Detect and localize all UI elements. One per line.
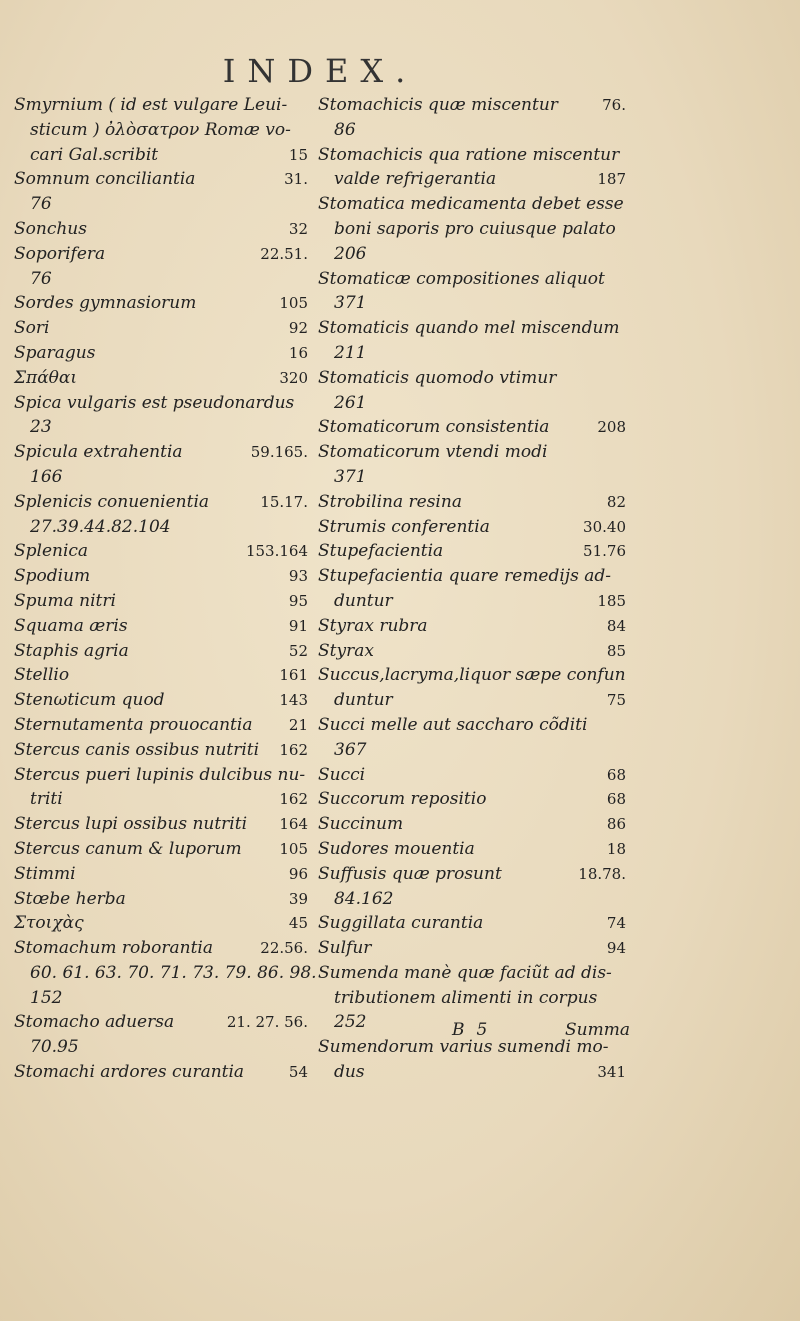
- index-entry: [318, 539, 626, 564]
- entry-page-numbers: 15: [288, 145, 308, 164]
- index-entry: [14, 316, 308, 341]
- entry-page-numbers: 153.164: [245, 542, 308, 561]
- entry-text: Styrax: [318, 640, 374, 661]
- index-entry: [14, 440, 308, 465]
- entry-page-numbers: 15.17.: [260, 492, 308, 511]
- index-entry: [318, 440, 626, 465]
- entry-page-numbers: 86: [606, 815, 626, 834]
- index-entry: [14, 663, 308, 688]
- index-entry: [14, 242, 308, 267]
- entry-text: Stœbe herba: [14, 888, 126, 909]
- entry-text: Suggillata curantia: [318, 913, 484, 934]
- index-entry: [318, 787, 626, 812]
- index-entry: [318, 267, 626, 292]
- index-entry: [318, 93, 626, 118]
- index-entry: [14, 986, 308, 1011]
- entry-page-numbers: 95: [288, 591, 308, 610]
- index-entry: [14, 1035, 308, 1060]
- index-entry: [14, 366, 308, 391]
- entry-page-numbers: 96: [288, 864, 308, 883]
- entry-text: boni saporis pro cuiusque palato: [334, 218, 616, 239]
- entry-page-numbers: 32: [288, 219, 308, 238]
- entry-page-numbers: 320: [279, 368, 308, 387]
- index-entry: [318, 490, 626, 515]
- index-entry: [14, 713, 308, 738]
- index-entry: [318, 763, 626, 788]
- index-entry: [14, 589, 308, 614]
- index-entry: [14, 192, 308, 217]
- entry-page-numbers: 45: [288, 914, 308, 933]
- entry-page-numbers: 105: [279, 294, 308, 313]
- entry-text: Succus,lacryma,liquor sæpe confun: [318, 665, 626, 686]
- entry-page-numbers: 91: [288, 616, 308, 635]
- entry-text: 76: [30, 268, 52, 289]
- entry-page-numbers: 22.51.: [260, 244, 308, 263]
- entry-text: Sordes gymnasiorum: [14, 293, 197, 314]
- entry-text: Stupefacientia quare remedijs ad-: [318, 566, 611, 587]
- index-entry: [318, 639, 626, 664]
- index-entry: [318, 936, 626, 961]
- entry-text: Stellio: [14, 665, 70, 686]
- signature-letter: B: [452, 1020, 465, 1040]
- entry-text: dus: [334, 1062, 365, 1083]
- entry-text: tributionem alimenti in corpus: [334, 987, 598, 1008]
- entry-page-numbers: 185: [597, 591, 626, 610]
- entry-text: Sori: [14, 318, 50, 339]
- entry-text: Smyrnium ( id est vulgare Leui-: [14, 95, 288, 115]
- entry-text: Stomachi ardores curantia: [14, 1062, 245, 1083]
- entry-text: 27.39.44.82.104: [30, 516, 171, 537]
- entry-page-numbers: 143: [279, 691, 308, 710]
- index-entry: [14, 887, 308, 912]
- entry-text: Stomachicis qua ratione miscentur: [318, 144, 620, 165]
- entry-text: Stomachicis quæ miscentur: [318, 95, 558, 115]
- entry-page-numbers: 68: [606, 790, 626, 809]
- entry-text: 371: [334, 293, 367, 314]
- index-entry: [318, 366, 626, 391]
- index-entry: [318, 515, 626, 540]
- entry-page-numbers: 51.76: [583, 542, 626, 561]
- entry-text: 76: [30, 194, 52, 215]
- entry-text: 23: [30, 417, 52, 438]
- index-entry: [14, 391, 308, 416]
- index-entry: [14, 862, 308, 887]
- entry-page-numbers: 59.165.: [250, 443, 308, 462]
- index-entry: [318, 862, 626, 887]
- index-entry: [318, 986, 626, 1011]
- index-entry: [318, 192, 626, 217]
- index-entry: [318, 911, 626, 936]
- index-entry: [14, 515, 308, 540]
- index-entry: [14, 217, 308, 242]
- entry-text: 371: [334, 466, 367, 487]
- entry-page-numbers: 92: [288, 319, 308, 338]
- index-entry: [318, 341, 626, 366]
- index-entry: [14, 911, 308, 936]
- entry-text: Sparagus: [14, 342, 96, 363]
- index-entry: [14, 1060, 308, 1085]
- index-entry: [14, 465, 308, 490]
- index-entry: [14, 812, 308, 837]
- page-title: INDEX.: [222, 52, 418, 90]
- entry-page-numbers: 21: [288, 715, 308, 734]
- index-entry: [318, 614, 626, 639]
- entry-text: Stercus canum & luporum: [14, 838, 242, 859]
- index-entry: [14, 167, 308, 192]
- entry-page-numbers: 39: [288, 889, 308, 908]
- entry-text: sticum ) ὀλὸσατρον Romæ vo-: [30, 119, 291, 140]
- entry-text: Sonchus: [14, 218, 87, 239]
- entry-text: 70.95: [30, 1037, 79, 1058]
- index-entry: [14, 614, 308, 639]
- index-entry: [14, 341, 308, 366]
- entry-text: Spodium: [14, 566, 91, 587]
- index-entry: [318, 391, 626, 416]
- entry-text: Splenicis conuenientia: [14, 491, 210, 512]
- entry-text: Stercus pueri lupinis dulcibus nu-: [14, 764, 306, 785]
- entry-page-numbers: 164: [279, 815, 308, 834]
- entry-text: 261: [334, 392, 367, 413]
- index-entry: [14, 93, 308, 118]
- entry-text: duntur: [334, 590, 393, 611]
- entry-page-numbers: 187: [597, 170, 626, 189]
- entry-text: 211: [334, 342, 367, 363]
- entry-page-numbers: 161: [279, 666, 308, 685]
- index-entry: [14, 639, 308, 664]
- entry-text: Suffusis quæ prosunt: [318, 863, 502, 884]
- index-entry: [14, 961, 317, 986]
- entry-text: 166: [30, 466, 63, 487]
- entry-text: triti: [30, 789, 63, 810]
- entry-text: Stupefacientia: [318, 541, 444, 562]
- entry-text: 152: [30, 987, 63, 1008]
- index-entry: [318, 316, 626, 341]
- entry-page-numbers: 162: [279, 790, 308, 809]
- index-entry: [318, 738, 626, 763]
- entry-page-numbers: 74: [606, 914, 626, 933]
- index-entry: [14, 267, 308, 292]
- entry-text: Styrax rubra: [318, 615, 428, 636]
- index-entry: [14, 415, 308, 440]
- entry-text: 206: [334, 243, 367, 264]
- entry-text: Spuma nitri: [14, 590, 116, 611]
- index-entry: [318, 837, 626, 862]
- index-entry: [14, 738, 308, 763]
- entry-text: Sternutamenta prouocantia: [14, 714, 253, 735]
- index-entry: [318, 242, 626, 267]
- entry-text: Sudores mouentia: [318, 838, 475, 859]
- entry-text: Stomacho aduersa: [14, 1012, 175, 1033]
- entry-page-numbers: 16: [288, 343, 308, 362]
- index-entry: [14, 490, 308, 515]
- entry-text: Σπάθαι: [14, 367, 78, 388]
- index-entry: [318, 688, 626, 713]
- entry-text: Spica vulgaris est pseudonardus: [14, 392, 295, 413]
- entry-text: Succi melle aut saccharo cõditi: [318, 714, 588, 735]
- entry-text: Stercus canis ossibus nutriti: [14, 739, 260, 760]
- index-entry: [14, 118, 308, 143]
- catchword: Summa: [565, 1020, 630, 1040]
- entry-text: 252: [334, 1012, 367, 1033]
- index-entry: [14, 291, 308, 316]
- entry-page-numbers: 30.40: [583, 517, 626, 536]
- entry-page-numbers: 82: [606, 492, 626, 511]
- entry-text: 367: [334, 739, 367, 760]
- entry-page-numbers: 162: [279, 740, 308, 759]
- entry-text: Squama æris: [14, 615, 128, 636]
- entry-text: Succi: [318, 764, 366, 785]
- index-entry: [318, 167, 626, 192]
- entry-page-numbers: 94: [606, 939, 626, 958]
- entry-text: Στοιχὰς: [14, 913, 84, 934]
- entry-text: Succinum: [318, 814, 404, 835]
- entry-text: cari Gal.scribit: [30, 144, 159, 165]
- index-entry: [14, 837, 308, 862]
- entry-text: 86: [334, 119, 356, 140]
- entry-text: Stercus lupi ossibus nutriti: [14, 814, 248, 835]
- entry-page-numbers: 84: [606, 616, 626, 635]
- index-entry: [318, 663, 626, 688]
- signature-number: 5: [476, 1020, 488, 1040]
- entry-text: Sumenda manè quæ faciũt ad dis-: [318, 962, 612, 983]
- entry-page-numbers: 208: [597, 418, 626, 437]
- entry-text: Stomaticorum vtendi modi: [318, 442, 548, 463]
- index-entry: [14, 539, 308, 564]
- entry-text: valde refrigerantia: [334, 169, 497, 190]
- entry-page-numbers: 75: [606, 691, 626, 710]
- index-entry: [318, 291, 626, 316]
- entry-text: Stomaticis quando mel miscendum: [318, 318, 620, 339]
- entry-text: Soporifera: [14, 243, 106, 264]
- entry-page-numbers: 105: [279, 839, 308, 858]
- entry-text: Stenωticum quod: [14, 690, 165, 711]
- entry-page-numbers: 68: [606, 765, 626, 784]
- entry-text: Somnum conciliantia: [14, 169, 196, 190]
- index-entry: [318, 887, 626, 912]
- index-entry: [14, 564, 308, 589]
- entry-page-numbers: 18.78.: [578, 864, 626, 883]
- entry-text: duntur: [334, 690, 393, 711]
- signature-mark: [452, 1020, 487, 1040]
- entry-page-numbers: 18: [606, 839, 626, 858]
- entry-text: 60. 61. 63. 70. 71. 73. 79. 86. 98.: [30, 962, 317, 983]
- entry-page-numbers: 76.: [602, 96, 626, 114]
- entry-text: Stomaticæ compositiones aliquot: [318, 268, 605, 289]
- entry-text: Sumendorum varius sumendi mo-: [318, 1037, 609, 1058]
- entry-text: Stomaticorum consistentia: [318, 417, 550, 438]
- entry-page-numbers: 85: [606, 641, 626, 660]
- index-entry: [14, 143, 308, 168]
- entry-text: Splenica: [14, 541, 89, 562]
- index-entry: [318, 415, 626, 440]
- index-entry: [318, 217, 626, 242]
- entry-text: Stomaticis quomodo vtimur: [318, 367, 557, 388]
- entry-text: Strobilina resina: [318, 491, 462, 512]
- entry-page-numbers: 22.56.: [260, 939, 308, 958]
- entry-page-numbers: 52: [288, 641, 308, 660]
- index-entry: [318, 812, 626, 837]
- entry-text: Sulfur: [318, 938, 372, 959]
- entry-page-numbers: 93: [288, 567, 308, 586]
- entry-text: Strumis conferentia: [318, 516, 490, 537]
- index-entry: [14, 787, 308, 812]
- entry-page-numbers: 31.: [284, 170, 308, 189]
- index-entry: [318, 961, 626, 986]
- index-entry: [318, 1060, 626, 1085]
- entry-text: Succorum repositio: [318, 789, 487, 810]
- entry-text: Stimmi: [14, 863, 76, 884]
- index-entry: [14, 1010, 308, 1035]
- entry-text: Stomachum roborantia: [14, 938, 214, 959]
- entry-text: 84.162: [334, 888, 394, 909]
- index-entry: [318, 564, 626, 589]
- entry-page-numbers: 54: [288, 1063, 308, 1082]
- index-entry: [318, 118, 626, 143]
- entry-page-numbers: 21. 27. 56.: [226, 1013, 308, 1032]
- entry-text: Spicula extrahentia: [14, 442, 183, 463]
- entry-page-numbers: 341: [597, 1063, 626, 1082]
- index-entry: [14, 763, 308, 788]
- index-column-left: [14, 93, 317, 1085]
- index-entry: [318, 465, 626, 490]
- index-entry: [318, 143, 626, 168]
- index-entry: [318, 589, 626, 614]
- index-column-right: [318, 93, 626, 1085]
- index-entry: [14, 688, 308, 713]
- index-entry: [318, 713, 626, 738]
- index-entry: [14, 936, 308, 961]
- entry-text: Stomatica medicamenta debet esse: [318, 194, 624, 215]
- entry-text: Staphis agria: [14, 640, 129, 661]
